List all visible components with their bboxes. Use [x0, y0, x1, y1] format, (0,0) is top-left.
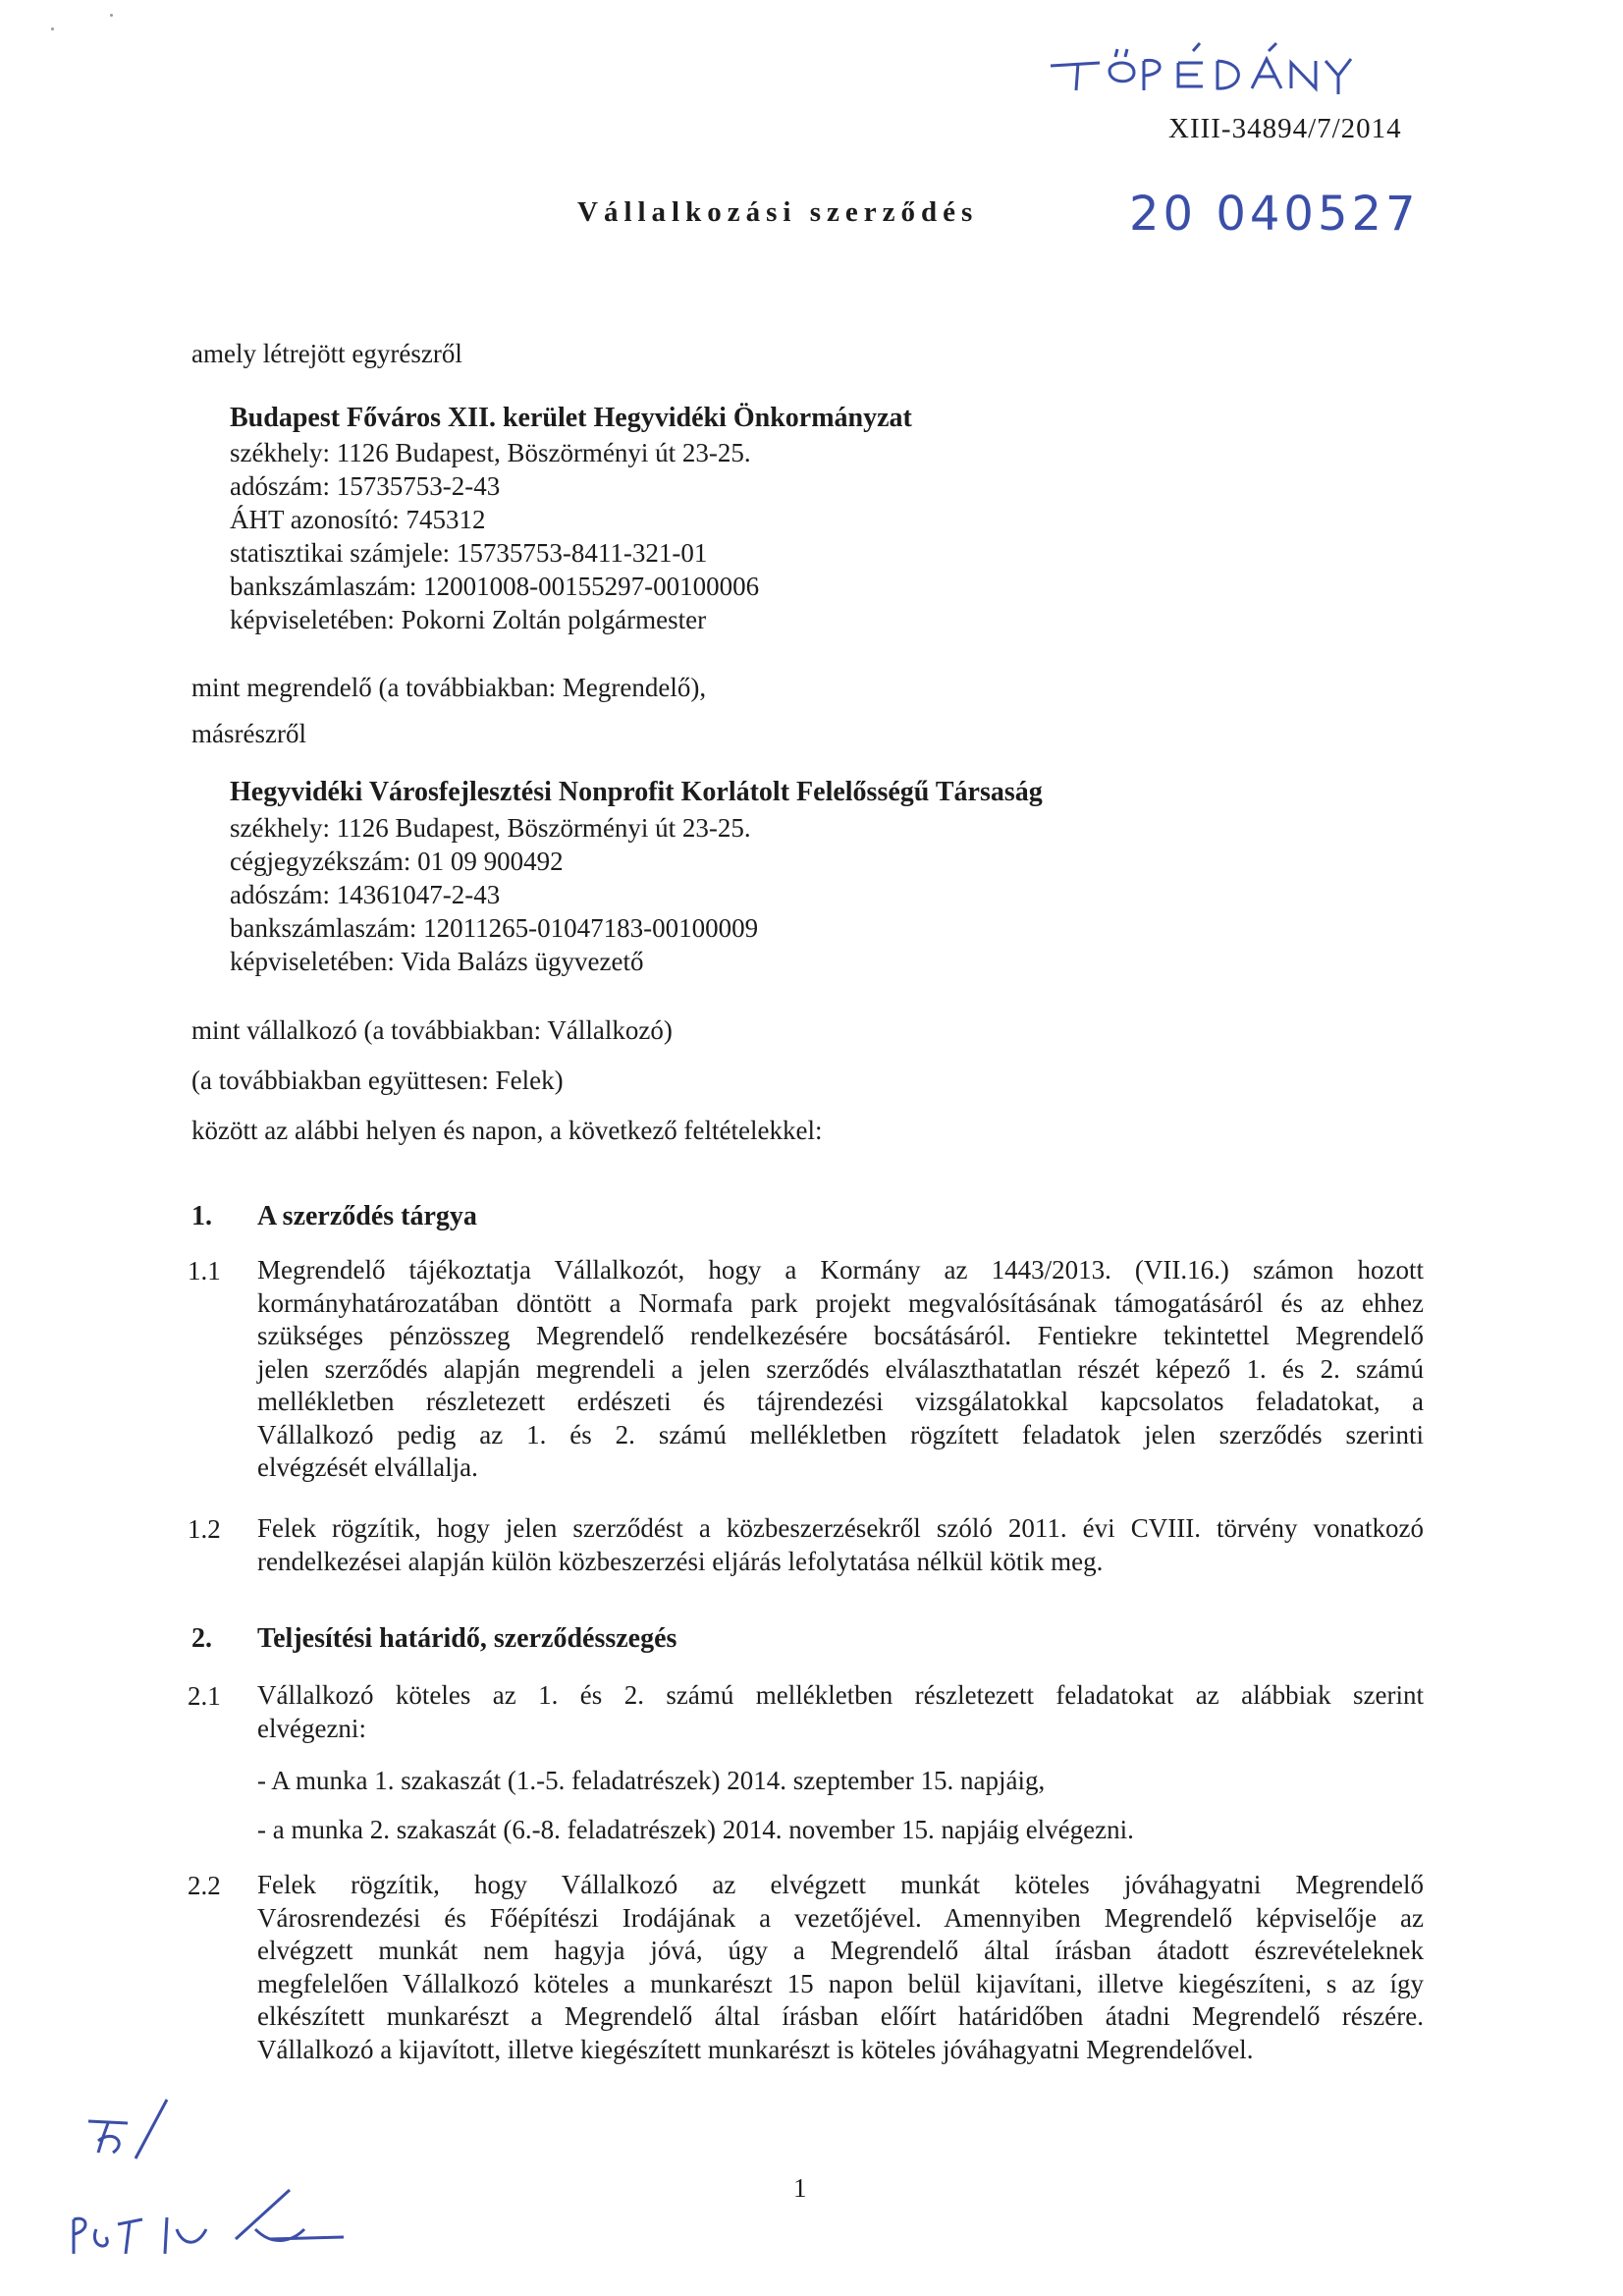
reference-number: XIII-34894/7/2014 — [1168, 113, 1402, 144]
connector-text: másrészről — [191, 719, 306, 748]
clause-line: Megrendelő tájékoztatja Vállalkozót, hogy a Kormány az 1443/2013. (VII.16.) számon hozott — [257, 1255, 1424, 1285]
document-title: Vállalkozási szerződés — [577, 196, 979, 228]
party2-line: képviseletében: Vida Balázs ügyvezető — [230, 947, 644, 976]
section1-title: A szerződés tárgya — [257, 1201, 477, 1231]
clause-line: Felek rögzítik, hogy Vállalkozó az elvégzett munkát köteles jóváhagyatni Megrendelő — [257, 1870, 1424, 1899]
party1-line: ÁHT azonosító: 745312 — [230, 505, 486, 534]
section2-title: Teljesítési határidő, szerződésszegés — [257, 1623, 677, 1654]
clause-1-1 — [257, 1254, 1424, 1485]
handwritten-stamp-signature — [1041, 22, 1453, 100]
clause-number: 1.1 — [188, 1256, 221, 1285]
party2-role: mint vállalkozó (a továbbiakban: Vállalkozó) — [191, 1015, 673, 1045]
party2-line: bankszámlaszám: 12011265-01047183-00100009 — [230, 913, 759, 943]
party2-line: adószám: 14361047-2-43 — [230, 880, 501, 909]
party2-line: székhely: 1126 Budapest, Böszörményi út 23-25. — [230, 813, 751, 843]
section1-number: 1. — [191, 1201, 212, 1231]
clause-line: Városrendezési és Főépítészi Irodájának a vezetőjével. Amennyiben Megrendelő képviselője az — [257, 1902, 1424, 1933]
clause-line: Felek rögzítik, hogy jelen szerződést a közbeszerzésekről szóló 2011. évi CVIII. törvény vonatkozó — [257, 1513, 1424, 1543]
clause-line: Vállalkozó köteles az 1. és 2. számú mellékletben részletezett feladatokat az alábbiak szerint — [257, 1680, 1424, 1710]
clause-line: elvégzését elvállalja. — [257, 1452, 478, 1482]
party2-line: cégjegyzékszám: 01 09 900492 — [230, 847, 564, 876]
clause-line: Vállalkozó pedig az 1. és 2. számú mellékletben rögzített feladatok jelen szerződés szerinti — [257, 1419, 1424, 1449]
together-text: (a továbbiakban együttesen: Felek) — [191, 1066, 564, 1095]
clause-1-2 — [257, 1512, 1424, 1578]
scan-speck — [110, 14, 113, 17]
party1-role: mint megrendelő (a továbbiakban: Megrendelő), — [191, 673, 707, 702]
party1-line: adószám: 15735753-2-43 — [230, 471, 501, 501]
initials-signature — [59, 2082, 353, 2278]
section2-number: 2. — [191, 1623, 212, 1654]
clause-number: 2.2 — [188, 1871, 221, 1900]
clause-line: mellékletben részletezett erdészeti és tájrendezési vizsgálatokkal kapcsolatos feladatokat, a — [257, 1387, 1424, 1416]
handwritten-registration-number: 20 040527 — [1129, 187, 1420, 242]
party1-line: bankszámlaszám: 12001008-00155297-00100006 — [230, 572, 760, 601]
scan-speck — [51, 27, 54, 30]
clause-line: elkészített munkarészt a Megrendelő által írásban előírt határidőben átadni Megrendelő részére. — [257, 2001, 1424, 2031]
page-number: 1 — [793, 2173, 807, 2203]
clause-line: szükséges pénzösszeg Megrendelő rendelkezésére bocsátásáról. Fentiekre tekintettel Megrendelő — [257, 1321, 1424, 1350]
clause-line: kormányhatározatában döntött a Normafa park projekt megvalósításának támogatásáról és az ehhez — [257, 1287, 1424, 1318]
party1-name: Budapest Főváros XII. kerület Hegyvidéki Önkormányzat — [230, 403, 912, 433]
between-text: között az alábbi helyen és napon, a következő feltételekkel: — [191, 1116, 823, 1145]
clause-number: 1.2 — [188, 1514, 221, 1544]
party1-line: képviseletében: Pokorni Zoltán polgármester — [230, 605, 707, 634]
deadline-item: - A munka 1. szakaszát (1.-5. feladatrészek) 2014. szeptember 15. napjáig, — [257, 1766, 1046, 1795]
intro-text: amely létrejött egyrészről — [191, 339, 462, 368]
clause-line: Vállalkozó a kijavított, illetve kiegészített munkarészt is köteles jóváhagyatni Megrendelővel. — [257, 2034, 1254, 2064]
clause-line: jelen szerződés alapján megrendeli a jelen szerződés elválaszthatatlan részét képező 1. és 2. számú — [257, 1353, 1424, 1384]
clause-2-1 — [257, 1679, 1424, 1745]
clause-line: elvégzett munkát nem hagyja jóvá, úgy a Megrendelő által írásban átadott észrevételeknek — [257, 1936, 1424, 1965]
clause-line: rendelkezései alapján külön közbeszerzési eljárás lefolytatása nélkül kötik meg. — [257, 1546, 1104, 1576]
deadline-item: - a munka 2. szakaszát (6.-8. feladatrészek) 2014. november 15. napjáig elvégezni. — [257, 1815, 1134, 1844]
clause-number: 2.1 — [188, 1681, 221, 1711]
party1-line: székhely: 1126 Budapest, Böszörményi út 23-25. — [230, 438, 751, 467]
party1-line: statisztikai számjele: 15735753-8411-321-01 — [230, 538, 708, 568]
clause-line: elvégezni: — [257, 1713, 366, 1743]
party2-name: Hegyvidéki Városfejlesztési Nonprofit Korlátolt Felelősségű Társaság — [230, 777, 1043, 807]
clause-line: megfelelően Vállalkozó köteles a munkarészt 15 napon belül kijavítani, illetve kiegészíteni, s az így — [257, 1968, 1424, 1998]
clause-2-2 — [257, 1869, 1424, 2066]
